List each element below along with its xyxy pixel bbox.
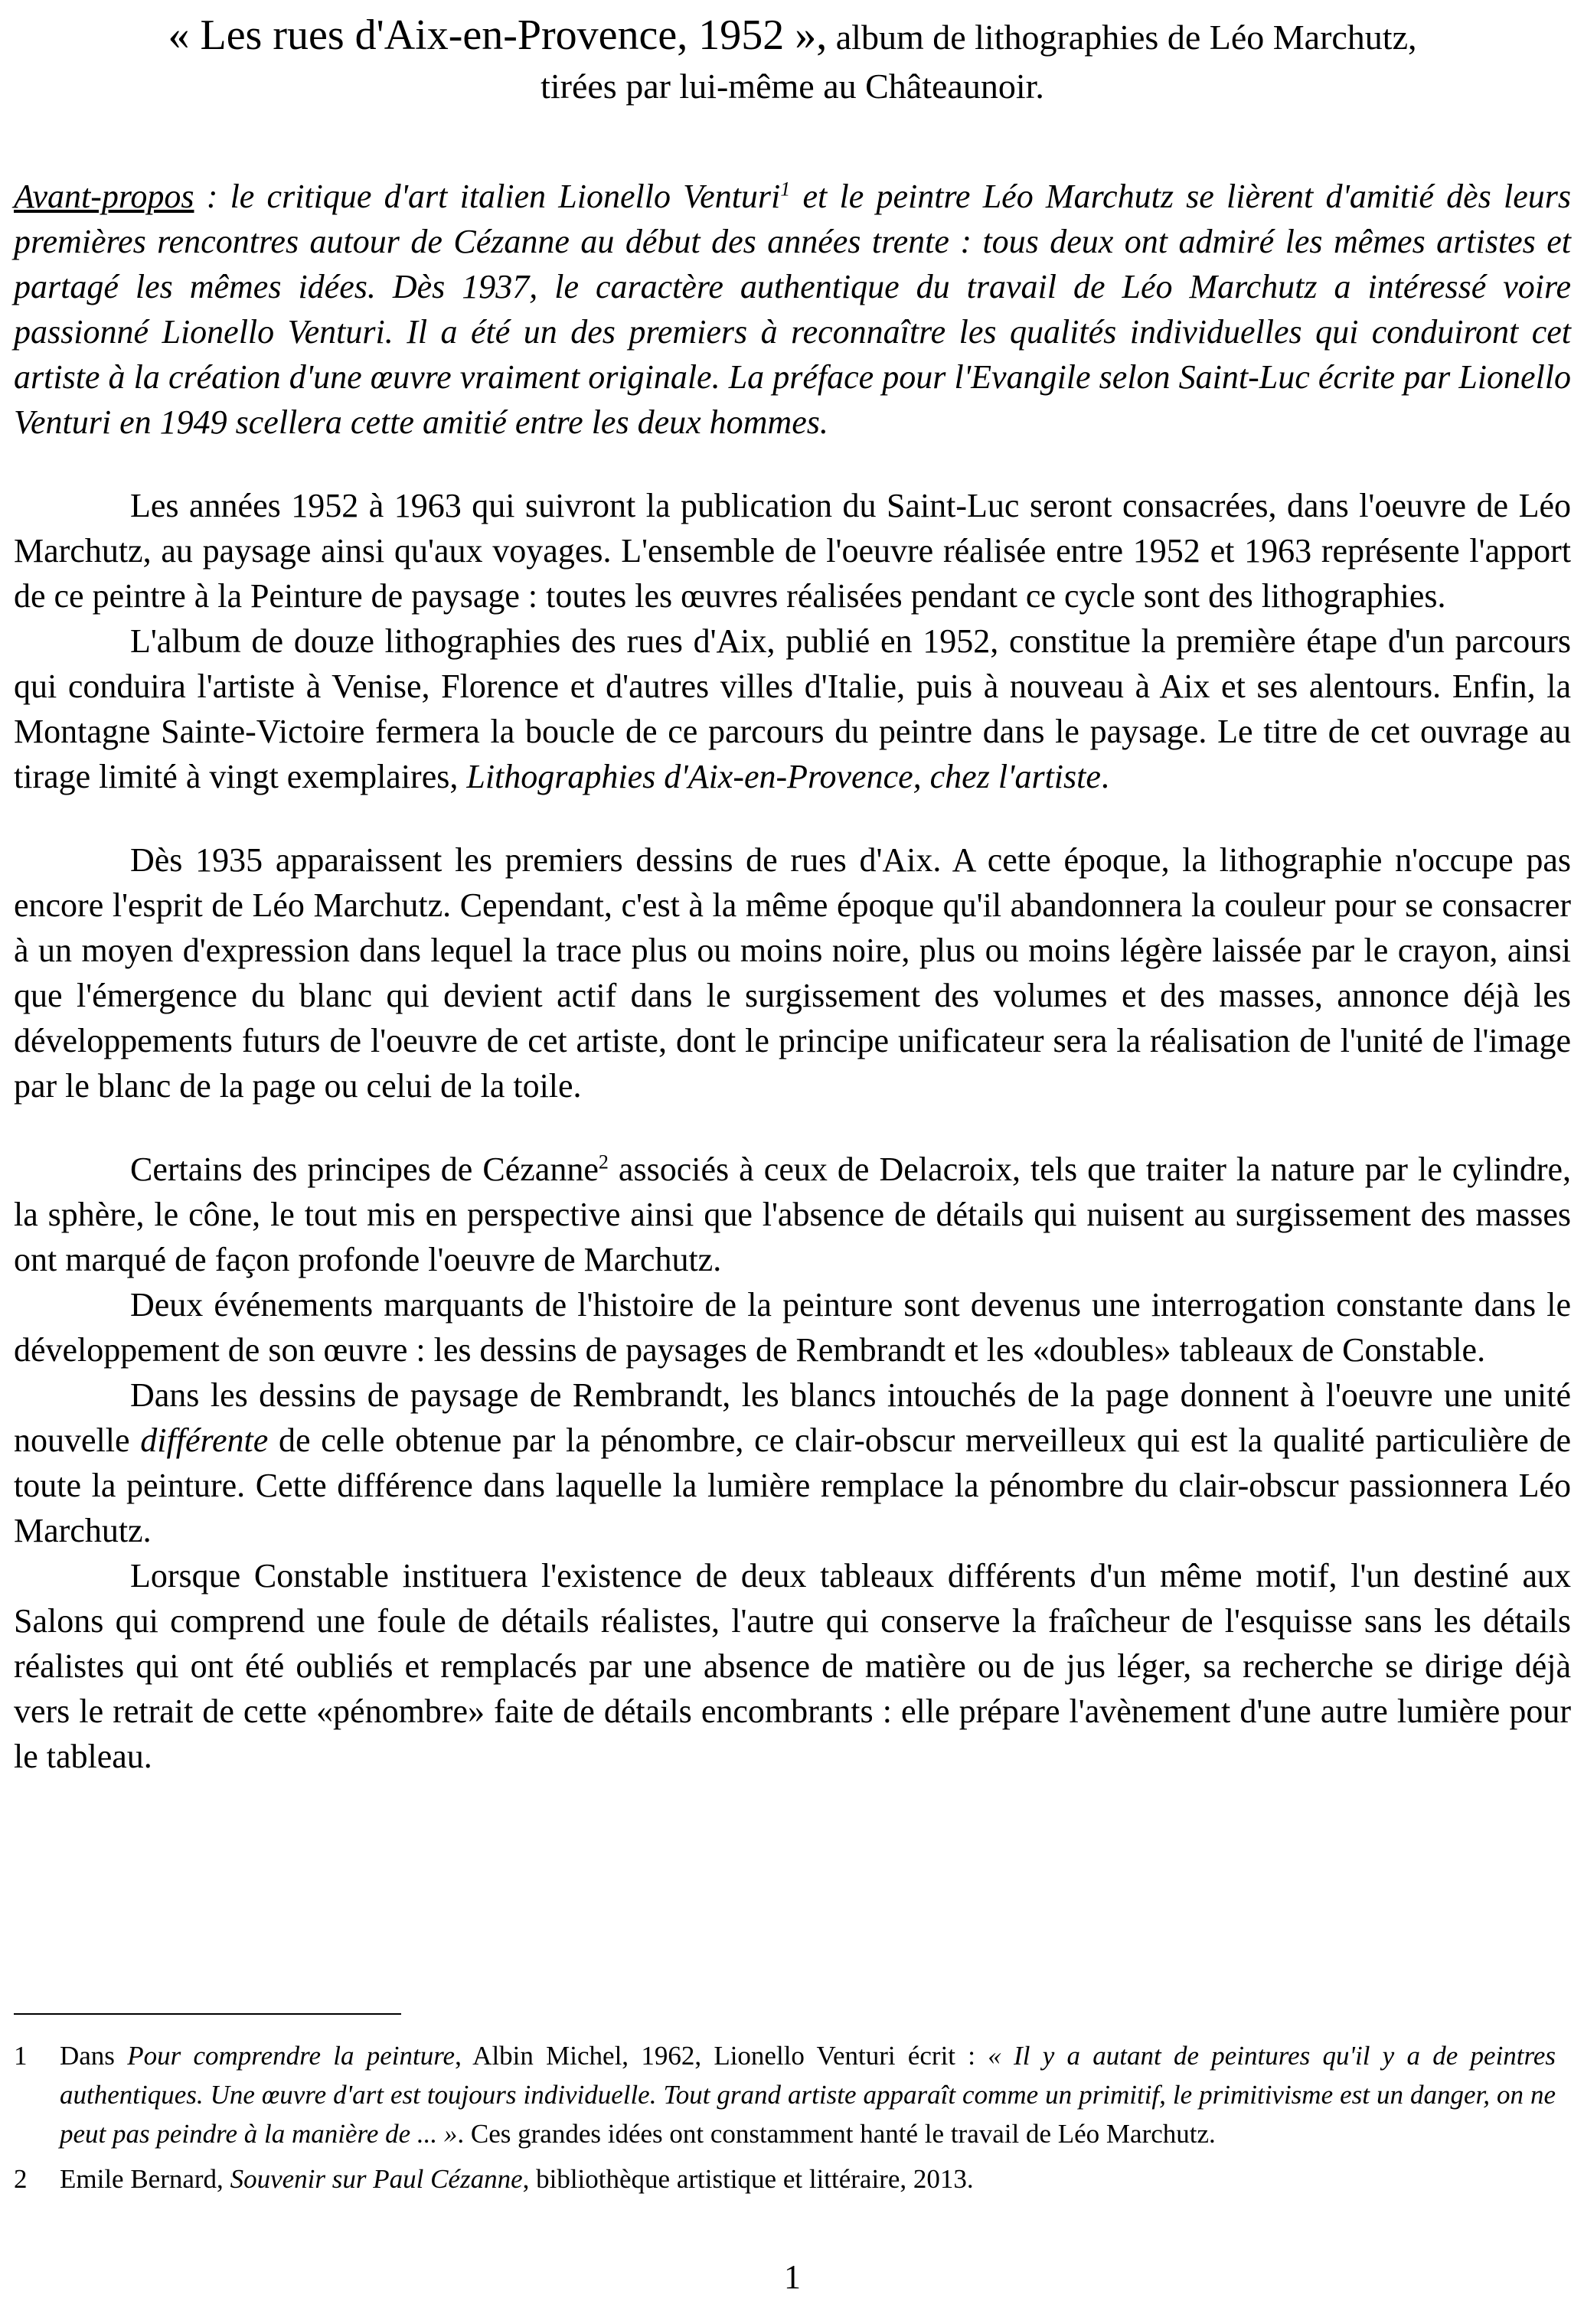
footnote-1-number: 1 bbox=[14, 2041, 28, 2071]
document-title bbox=[14, 11, 1571, 111]
paragraph-2-italic: Lithographies d'Aix-en-Provence, chez l'artiste bbox=[466, 758, 1101, 795]
paragraph-2-text: L'album de douze lithographies des rues d'Aix, publié en 1952, constitue la première étape d'un parcours qui conduira l'artiste à Venise, Florence et d'autres villes d'Italie, puis à nouveau à Aix et ses alentours. Enfin, la Montagne Sainte-Victoire fermera la boucle de ce parcours du peintre dans le paysage. Le titre de cet ouvrage au tirage limité à vingt exemplaires, bbox=[14, 622, 1571, 795]
footnote-1-c: . Ces grandes idées ont constamment hanté le travail de Léo Marchutz. bbox=[457, 2119, 1216, 2149]
footnote-2-number: 2 bbox=[14, 2164, 28, 2194]
footnote-1 bbox=[14, 2036, 1556, 2153]
avant-propos-separator: : bbox=[194, 178, 230, 215]
title-quoted: « Les rues d'Aix-en-Provence, 1952 », bbox=[168, 11, 828, 59]
footnote-ref-1[interactable]: 1 bbox=[780, 178, 791, 201]
title-line2: tirées par lui-même au Châteaunoir. bbox=[541, 67, 1044, 106]
footnotes bbox=[14, 2036, 1556, 2198]
avant-propos-label: Avant-propos bbox=[14, 178, 194, 215]
avant-propos-text-b: et le peintre Léo Marchutz se lièrent d'amitié dès leurs premières rencontres autour de Cézanne au début des années trente : tous deux ont admiré les mêmes artistes et partagé les mêmes idées. Dès 1937, le caractère authentique du travail de Léo Marchutz a intéressé voire passionné Lionello Venturi. Il a été un des premiers à reconnaître les qualités individuelles qui conduiront cet artiste à la création d'une œuvre vraiment originale. La préface pour l'Evangile selon Saint-Luc écrite par Lionello Venturi en 1949 scellera cette amitié entre les deux hommes. bbox=[14, 178, 1571, 441]
paragraph-4-a: Certains des principes de Cézanne bbox=[130, 1151, 599, 1188]
avant-propos-paragraph bbox=[14, 174, 1571, 445]
paragraph-4-b: associés à ceux de Delacroix, tels que traiter la nature par le cylindre, la sphère, le cône, le tout mis en perspective ainsi que l'absence de détails qui nuisent au surgissement des masses ont marqué de façon profonde l'oeuvre de Marchutz. bbox=[14, 1151, 1572, 1278]
footnote-ref-2[interactable]: 2 bbox=[598, 1151, 609, 1173]
paragraph-2-end: . bbox=[1100, 758, 1109, 795]
page-number: 1 bbox=[784, 2258, 801, 2296]
paragraph-4 bbox=[14, 1147, 1571, 1282]
footnote-2 bbox=[14, 2159, 1556, 2198]
footnote-1-quote: « Il y a autant de peintures qu'il y a de peintres authentiques. Une œuvre d'art est toujours individuelle. Tout grand artiste apparaît comme un primitif, le primitivisme est un danger, on ne peut pas peindre à la manière de ... » bbox=[60, 2041, 1556, 2149]
paragraph-2 bbox=[14, 619, 1571, 799]
paragraph-7: Lorsque Constable instituera l'existence de deux tableaux différents d'un même motif, l'un destiné aux Salons qui comprend une foule de détails réalistes, l'autre qui conserve la fraîcheur de l'esquisse sans les détails réalistes qui ont été oubliés et remplacés par une absence de matière ou de jus léger, sa recherche se dirige déjà vers le retrait de cette «pénombre» faite de détails encombrants : elle prépare l'avènement d'une autre lumière pour le tableau. bbox=[14, 1557, 1571, 1775]
footnote-1-book-title: Pour comprendre la peinture bbox=[127, 2041, 456, 2071]
paragraph-3: Dès 1935 apparaissent les premiers dessins de rues d'Aix. A cette époque, la lithographie n'occupe pas encore l'esprit de Léo Marchutz. Cependant, c'est à la même époque qu'il abandonnera la couleur pour se consacrer à un moyen d'expression dans lequel la trace plus ou moins noire, plus ou moins légère laissée par le crayon, ainsi que l'émergence du blanc qui devient actif dans le surgissement des volumes et des masses, annonce déjà les développements futurs de l'oeuvre de cet artiste, dont le principe unificateur sera la réalisation de l'unité de l'image par le blanc de la page ou celui de la toile. bbox=[14, 841, 1571, 1105]
footnote-separator bbox=[14, 2013, 401, 2015]
paragraph-5: Deux événements marquants de l'histoire de la peinture sont devenus une interrogation constante dans le développement de son œuvre : les dessins de paysages de Rembrandt et les «doubles» tableaux de Constable. bbox=[14, 1286, 1571, 1369]
footnote-2-book-title: Souvenir sur Paul Cézanne bbox=[230, 2164, 523, 2194]
paragraph-6 bbox=[14, 1373, 1571, 1553]
footnote-1-b: , Albin Michel, 1962, Lionello Venturi écrit : bbox=[455, 2041, 988, 2071]
document-page bbox=[14, 0, 1571, 2324]
title-rest: album de lithographies de Léo Marchutz, bbox=[827, 18, 1417, 57]
paragraph-6-b: de celle obtenue par la pénombre, ce clair-obscur merveilleux qui est la qualité particulière de toute la peinture. Cette différence dans laquelle la lumière remplace la pénombre du clair-obscur passionnera Léo Marchutz. bbox=[14, 1421, 1572, 1549]
paragraph-6-italic: différente bbox=[140, 1421, 269, 1459]
paragraph-1: Les années 1952 à 1963 qui suivront la publication du Saint-Luc seront consacrées, dans l'oeuvre de Léo Marchutz, au paysage ainsi qu'aux voyages. L'ensemble de l'oeuvre réalisée entre 1952 et 1963 représente l'apport de ce peintre à la Peinture de paysage : toutes les œuvres réalisées pendant ce cycle sont des lithographies. bbox=[14, 487, 1571, 615]
footnote-2-b: , bibliothèque artistique et littéraire, 2013. bbox=[522, 2164, 974, 2194]
footnote-1-a: Dans bbox=[60, 2041, 128, 2071]
footnote-2-a: Emile Bernard, bbox=[60, 2164, 230, 2194]
avant-propos-text-a: le critique d'art italien Lionello Venturi bbox=[230, 178, 781, 215]
paragraph-6-a: Dans les dessins de paysage de Rembrandt, les blancs intouchés de la page donnent à l'oeuvre une unité nouvelle bbox=[14, 1376, 1571, 1459]
